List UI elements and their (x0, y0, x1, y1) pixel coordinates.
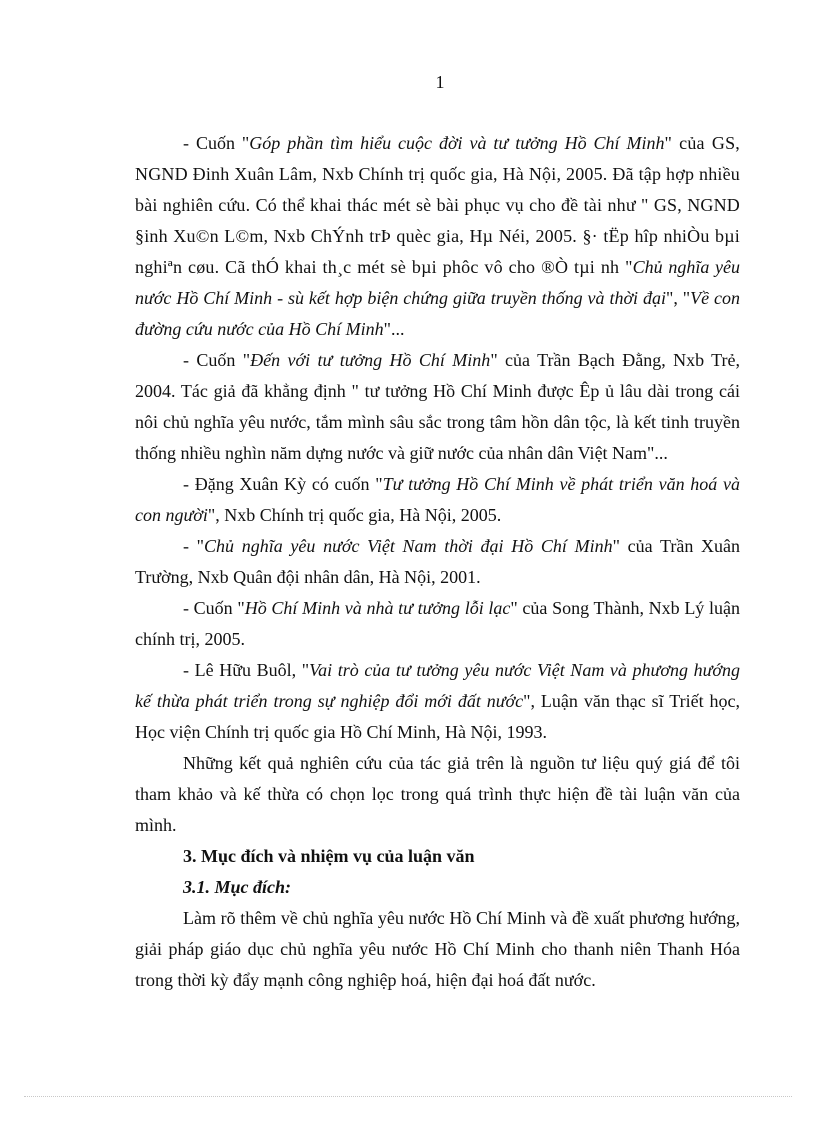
reference-separator: ", " (665, 288, 691, 308)
reference-item (135, 345, 740, 469)
reference-prefix: - Cuốn " (183, 598, 245, 618)
reference-title: Đến với tư tưởng Hồ Chí Minh (250, 350, 491, 370)
reference-detail: " của Song Thành, Nxb Lý luận chính trị, 2005. (135, 598, 740, 649)
reference-prefix: - Cuốn " (183, 350, 251, 370)
reference-title: Tư tưởng Hồ Chí Minh về phát triển văn hoá và con người (135, 474, 740, 525)
reference-detail: " của GS, NGND Đinh Xuân Lâm, Nxb Chính trị quốc gia, Hà Nội, 2005. Đã tập hợp nhiều bài nghiên cứu. Có thể khai thác mét sè bài phục vụ cho đề tài như " GS, NGND §inh Xu©n L©m, Nxb ChÝnh trÞ quèc gia, Hµ Néi, 2005. §· tËp hîp nhiÒu bµi nghiªn cøu. Cã thÓ khai th¸c mét sè bµi phôc vô cho ®Ò tµi nh " (135, 133, 740, 277)
reference-title: Về con đường cứu nước của Hồ Chí Minh (135, 288, 741, 339)
section-subheading: 3.1. Mục đích: (183, 877, 291, 897)
reference-title: Vai trò của tư tưởng yêu nước Việt Nam và phương hướng kế thừa phát triển trong sự nghiệp đổi mới đất nước (135, 660, 741, 711)
reference-prefix: - " (183, 536, 205, 556)
reference-title: Chủ nghĩa yêu nước Việt Nam thời đại Hồ Chí Minh (204, 536, 613, 556)
reference-item (135, 469, 740, 531)
reference-item (135, 655, 740, 748)
reference-item (135, 531, 740, 593)
reference-detail: " của Trần Xuân Trường, Nxb Quân đội nhân dân, Hà Nội, 2001. (135, 536, 740, 587)
summary-paragraph: Những kết quả nghiên cứu của tác giả trên là nguồn tư liệu quý giá để tôi tham khảo và kế thừa có chọn lọc trong quá trình thực hiện đề tài luận văn của mình. (135, 753, 740, 835)
reference-prefix: - Cuốn " (183, 133, 250, 153)
reference-detail: ", Nxb Chính trị quốc gia, Hà Nội, 2005. (207, 505, 502, 525)
reference-detail: ", Luận văn thạc sĩ Triết học, Học viện Chính trị quốc gia Hồ Chí Minh, Hà Nội, 1993. (135, 691, 740, 742)
section-heading: 3. Mục đích và nhiệm vụ của luận văn (183, 846, 475, 866)
section-body: Làm rõ thêm về chủ nghĩa yêu nước Hồ Chí Minh và đề xuất phương hướng, giải pháp giáo dục chủ nghĩa yêu nước Hồ Chí Minh cho thanh niên Thanh Hóa trong thời kỳ đẩy mạnh công nghiệp hoá, hiện đại hoá đất nước. (135, 908, 740, 990)
reference-title: Góp phần tìm hiểu cuộc đời và tư tưởng Hồ Chí Minh (249, 133, 665, 153)
reference-item (135, 128, 740, 345)
reference-title: Chủ nghĩa yêu nước Hồ Chí Minh - sù kết hợp biện chứng giữa truyền thống và thời đại (135, 257, 740, 308)
page-number: 1 (435, 72, 445, 92)
document-body (135, 128, 740, 996)
reference-prefix: - Lê Hữu Buôl, " (183, 660, 310, 680)
reference-detail: " của Trần Bạch Đằng, Nxb Trẻ, 2004. Tác giả đã khẳng định " tư tưởng Hồ Chí Minh được Êp ủ lâu dài trong cái nôi chủ nghĩa yêu nước, tắm mình sâu sắc trong tâm hồn dân tộc, là kết tinh truyền thống nhiều nghìn năm dựng nước và giữ nước của nhân dân Việt Nam"... (135, 350, 740, 463)
reference-item (135, 593, 740, 655)
reference-title: Hồ Chí Minh và nhà tư tưởng lỗi lạc (244, 598, 511, 618)
page-bottom-border (24, 1096, 792, 1097)
reference-suffix: "... (383, 319, 405, 339)
reference-prefix: - Đặng Xuân Kỳ có cuốn " (183, 474, 383, 494)
